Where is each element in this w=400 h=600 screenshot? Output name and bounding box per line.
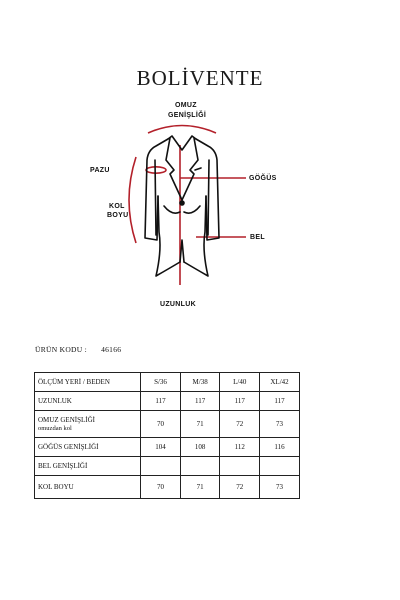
table-header-cell: M/38 [180, 373, 220, 392]
table-cell: 108 [180, 438, 220, 457]
table-cell [180, 457, 220, 476]
table-cell: 70 [141, 411, 181, 438]
table-cell: 112 [220, 438, 260, 457]
table-cell: 116 [260, 438, 300, 457]
row-label: OMUZ GENİŞLİĞİ [38, 416, 95, 424]
table-row [35, 476, 300, 499]
brand-logo: BOLİVENTE [136, 66, 264, 90]
chest-label: GÖĞÜS [249, 175, 277, 182]
bicep-label: PAZU [90, 167, 110, 174]
row-label: KOL BOYU [35, 476, 141, 499]
row-sublabel: omuzdan kol [38, 425, 72, 432]
waist-label: BEL [250, 234, 265, 241]
shoulder-width-label-line1: OMUZ [175, 102, 197, 109]
table-row [35, 457, 300, 476]
table-row [35, 392, 300, 411]
table-header-cell: L/40 [220, 373, 260, 392]
shoulder-width-label-line2: GENİŞLİĞİ [168, 112, 207, 119]
table-cell: 104 [141, 438, 181, 457]
jacket-outline [145, 136, 219, 276]
product-code-label: ÜRÜN KODU : [35, 345, 88, 354]
sleeve-length-label-line2: BOYU [107, 212, 129, 219]
shoulder-arc-marker [148, 126, 216, 134]
table-cell: 72 [220, 476, 260, 499]
table-cell: 73 [260, 411, 300, 438]
table-cell: 73 [260, 476, 300, 499]
table-cell: 117 [220, 392, 260, 411]
table-header-row [35, 373, 300, 392]
table-cell: 117 [260, 392, 300, 411]
tailcoat-measurement-diagram [0, 95, 400, 315]
table-header-cell: XL/42 [260, 373, 300, 392]
table-cell: 71 [180, 411, 220, 438]
bicep-ellipse-marker [146, 167, 166, 173]
product-code [35, 345, 121, 354]
sleeve-length-arc-marker [129, 157, 136, 243]
table-cell [141, 457, 181, 476]
table-row [35, 411, 300, 438]
table-cell: 70 [141, 476, 181, 499]
length-label: UZUNLUK [160, 301, 196, 308]
row-label: GÖĞÜS GENİŞLİĞİ [35, 438, 141, 457]
table-cell [260, 457, 300, 476]
row-label-cell [35, 411, 141, 438]
table-cell: 117 [141, 392, 181, 411]
table-cell [220, 457, 260, 476]
table-header-cell: ÖLÇÜM YERİ / BEDEN [35, 373, 141, 392]
row-label: BEL GENİŞLİĞİ [35, 457, 141, 476]
table-header-cell: S/36 [141, 373, 181, 392]
table-cell: 72 [220, 411, 260, 438]
row-label: UZUNLUK [35, 392, 141, 411]
size-chart-table [34, 372, 300, 499]
sleeve-length-label-line1: KOL [109, 203, 125, 210]
table-cell: 71 [180, 476, 220, 499]
table-cell: 117 [180, 392, 220, 411]
product-code-value: 46166 [101, 345, 122, 354]
table-row [35, 438, 300, 457]
